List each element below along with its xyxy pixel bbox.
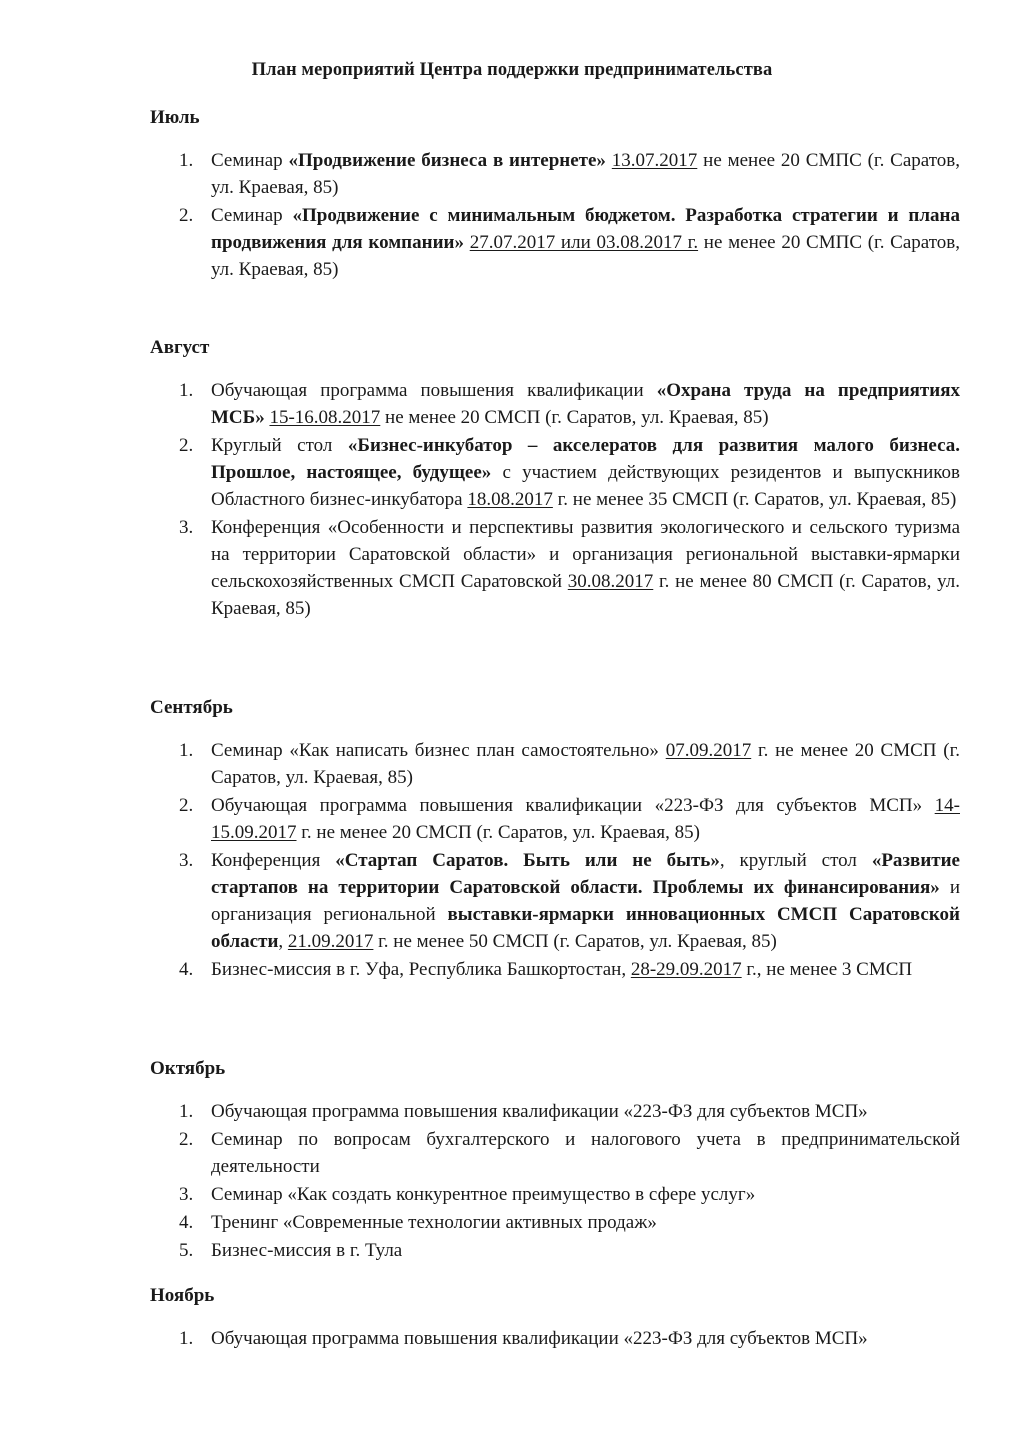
event-date: 14-15.09.2017 — [211, 795, 960, 843]
event-item — [150, 147, 960, 201]
item-text: Семинар «Как написать бизнес план самостоятельно» — [211, 740, 666, 761]
event-title-bold: «Продвижение бизнеса в интернете» — [288, 150, 606, 171]
item-text: Бизнес-миссия в г. Тула — [211, 1240, 403, 1261]
event-item — [150, 1098, 960, 1125]
document-title: План мероприятий Центра поддержки предпринимательства — [251, 60, 773, 80]
event-item — [150, 432, 960, 513]
item-text: с участием действующих резидентов и выпускников Областного бизнес-инкубатора — [211, 462, 960, 510]
event-date: 18.08.2017 — [467, 489, 553, 510]
event-date: 07.09.2017 — [665, 740, 752, 761]
item-number: 1. — [179, 1328, 194, 1349]
event-item — [150, 202, 960, 283]
item-text: Конференция «Особенности и перспективы развития экологического и сельского туризма на территории Саратовской области» и организация региональной выставки-ярмарки сельскохозяйственных СМСП Саратовской — [211, 517, 960, 592]
item-text: , круглый стол — [719, 850, 872, 871]
item-text: г. не менее 20 СМСП (г. Саратов, ул. Краевая, 85) — [296, 822, 700, 843]
item-text: Семинар по вопросам бухгалтерского и налогового учета в предпринимательской деятельности — [211, 1129, 960, 1177]
item-number: 1. — [179, 380, 194, 401]
event-item — [150, 847, 960, 955]
event-item — [150, 1325, 960, 1352]
month-heading: Сентябрь — [150, 697, 233, 718]
item-text: г. не менее 50 СМСП (г. Саратов, ул. Краевая, 85) — [373, 931, 777, 952]
item-number: 2. — [179, 1129, 194, 1150]
item-text: не менее 20 СМПС (г. Саратов, ул. Краевая, 85) — [211, 232, 960, 280]
item-text: г. не менее 35 СМСП (г. Саратов, ул. Краевая, 85) — [552, 489, 957, 510]
item-text: г., не менее 3 СМСП — [741, 959, 913, 980]
item-number: 4. — [179, 1212, 194, 1233]
item-text: и организация региональной — [211, 877, 960, 925]
item-number: 2. — [179, 205, 194, 226]
event-list — [150, 737, 960, 984]
item-text: Обучающая программа повышения квалификации — [211, 380, 657, 401]
item-number: 2. — [179, 435, 194, 456]
event-item — [150, 1209, 960, 1236]
event-title-bold: «Стартап Саратов. Быть или не быть» — [335, 850, 720, 871]
event-date: 13.07.2017 — [611, 150, 698, 171]
item-text: Тренинг «Современные технологии активных продаж» — [211, 1212, 657, 1233]
item-text: Обучающая программа повышения квалификации «223-ФЗ для субъектов МСП» — [211, 1328, 868, 1349]
event-list — [150, 147, 960, 284]
event-item — [150, 514, 960, 622]
item-text: Круглый стол — [211, 435, 348, 456]
event-date: 15-16.08.2017 — [269, 407, 381, 428]
item-text: г. не менее 80 СМСП (г. Саратов, ул. Краевая, 85) — [211, 571, 960, 619]
event-item — [150, 792, 960, 846]
item-text: Семинар «Как создать конкурентное преимущество в сфере услуг» — [211, 1184, 756, 1205]
item-number: 3. — [179, 850, 194, 871]
item-text: Семинар — [211, 150, 289, 171]
item-number: 3. — [179, 517, 194, 538]
item-number: 2. — [179, 795, 194, 816]
event-item — [150, 737, 960, 791]
month-heading: Июль — [150, 107, 200, 128]
event-title-bold: «Охрана труда на предприятиях МСБ» — [211, 380, 960, 428]
event-list — [150, 1325, 960, 1353]
item-number: 3. — [179, 1184, 194, 1205]
event-item — [150, 1181, 960, 1208]
month-heading: Август — [150, 337, 210, 358]
event-item — [150, 1237, 960, 1264]
event-title-bold: «Продвижение с минимальным бюджетом. Разработка стратегии и плана продвижения для компании» — [211, 205, 960, 253]
event-list — [150, 377, 960, 623]
item-number: 1. — [179, 1101, 194, 1122]
item-number: 4. — [179, 959, 194, 980]
event-title-bold: «Бизнес-инкубатор – акселератов для развития малого бизнеса. Прошлое, настоящее, будущее» — [211, 435, 960, 483]
item-text: Обучающая программа повышения квалификации «223-ФЗ для субъектов МСП» — [211, 1101, 868, 1122]
event-date: 21.09.2017 — [287, 931, 374, 952]
item-number: 5. — [179, 1240, 194, 1261]
item-text: Семинар — [211, 205, 293, 226]
item-text: , — [278, 931, 288, 952]
item-text: Обучающая программа повышения квалификации «223-ФЗ для субъектов МСП» — [211, 795, 935, 816]
event-date: 28-29.09.2017 — [630, 959, 742, 980]
event-date: 27.07.2017 или 03.08.2017 г. — [469, 232, 699, 253]
item-text: Конференция — [211, 850, 336, 871]
item-number: 1. — [179, 150, 194, 171]
event-item — [150, 1126, 960, 1180]
item-text: г. не менее 20 СМСП (г. Саратов, ул. Краевая, 85) — [211, 740, 960, 788]
event-list — [150, 1098, 960, 1265]
month-heading: Ноябрь — [150, 1285, 215, 1306]
event-date: 30.08.2017 — [567, 571, 654, 592]
item-text: не менее 20 СМСП (г. Саратов, ул. Краевая, 85) — [380, 407, 769, 428]
month-heading: Октябрь — [150, 1058, 226, 1079]
item-number: 1. — [179, 740, 194, 761]
event-title-bold: «Развитие стартапов на территории Саратовской области. Проблемы их финансирования» — [211, 850, 960, 898]
event-item — [150, 956, 960, 983]
event-title-bold: выставки-ярмарки инновационных СМСП Саратовской области — [211, 904, 960, 952]
item-text: Бизнес-миссия в г. Уфа, Республика Башкортостан, — [211, 959, 631, 980]
item-text: не менее 20 СМПС (г. Саратов, ул. Краевая, 85) — [211, 150, 960, 198]
event-item — [150, 377, 960, 431]
